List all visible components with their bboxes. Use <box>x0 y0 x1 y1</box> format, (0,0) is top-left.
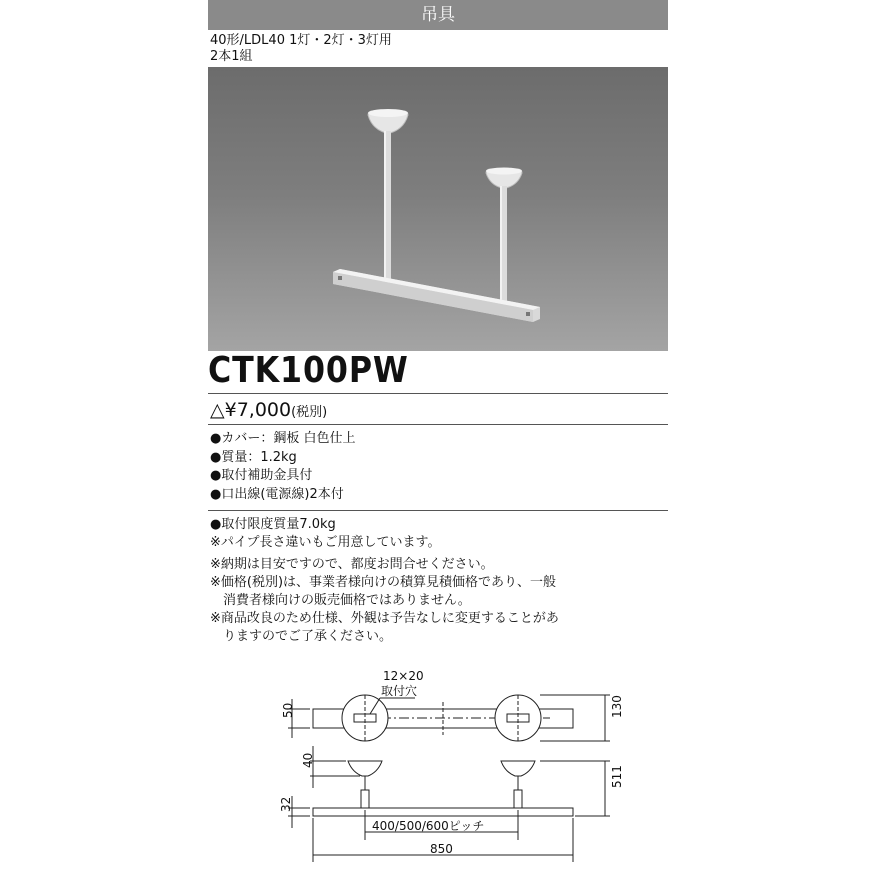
category-header <box>208 0 668 30</box>
price-line <box>210 398 327 425</box>
change-note-line-1: ※商品改良のため仕様、外観は予告なしに変更することがあ <box>210 611 559 626</box>
category-title: 吊具 <box>421 5 455 25</box>
subtitle-line-1: 40形/LDL40 1灯・2灯・3灯用 <box>210 33 392 48</box>
divider-line <box>208 393 668 394</box>
dim-130-label: 130 <box>610 695 624 718</box>
dim-50-label: 50 <box>281 702 295 718</box>
model-number: CTK100PW <box>208 350 409 391</box>
price-note-line-2: 消費者様向けの販売価格ではありません。 <box>223 593 471 608</box>
hanger-illustration <box>208 67 668 351</box>
price-triangle-icon: △ <box>210 399 225 421</box>
dim-40-label: 40 <box>301 752 315 768</box>
notes-list <box>210 516 559 646</box>
spec-list <box>210 430 355 504</box>
price-value: ¥7,000 <box>224 399 292 421</box>
divider-line <box>208 424 668 425</box>
spec-item: ●口出線(電源線)2本付 <box>210 486 344 502</box>
dim-850-label: 850 <box>430 842 453 856</box>
change-note-line-2: りますのでご了承ください。 <box>223 629 393 644</box>
hole-size-label: 12×20 <box>383 669 424 683</box>
hole-label: 取付穴 <box>381 684 418 698</box>
product-photo <box>208 67 668 351</box>
spec-item: ●取付補助金具付 <box>210 468 313 483</box>
load-limit: ●取付限度質量7.0kg <box>210 517 336 532</box>
spec-item: ●質量：1.2kg <box>210 449 297 465</box>
pitch-label: 400/500/600ピッチ <box>372 819 485 833</box>
subtitle-line-2: 2本1組 <box>210 49 253 64</box>
price-tax-note: (税別) <box>291 405 328 420</box>
divider-line <box>208 510 668 511</box>
dimension-drawing <box>250 660 630 870</box>
spec-item: ●カバー：鋼板 白色仕上 <box>210 431 356 446</box>
technical-drawing <box>250 660 630 870</box>
dim-32-label: 32 <box>279 796 293 812</box>
delivery-note: ※納期は目安ですので、都度お問合せください。 <box>210 557 494 572</box>
pipe-note: ※パイプ長さ違いもご用意しています。 <box>210 535 441 550</box>
price-note-line-1: ※価格(税別)は、事業者様向けの積算見積価格であり、一般 <box>210 575 557 590</box>
dim-511-label: 511 <box>610 765 624 788</box>
compatibility-text <box>210 33 392 65</box>
